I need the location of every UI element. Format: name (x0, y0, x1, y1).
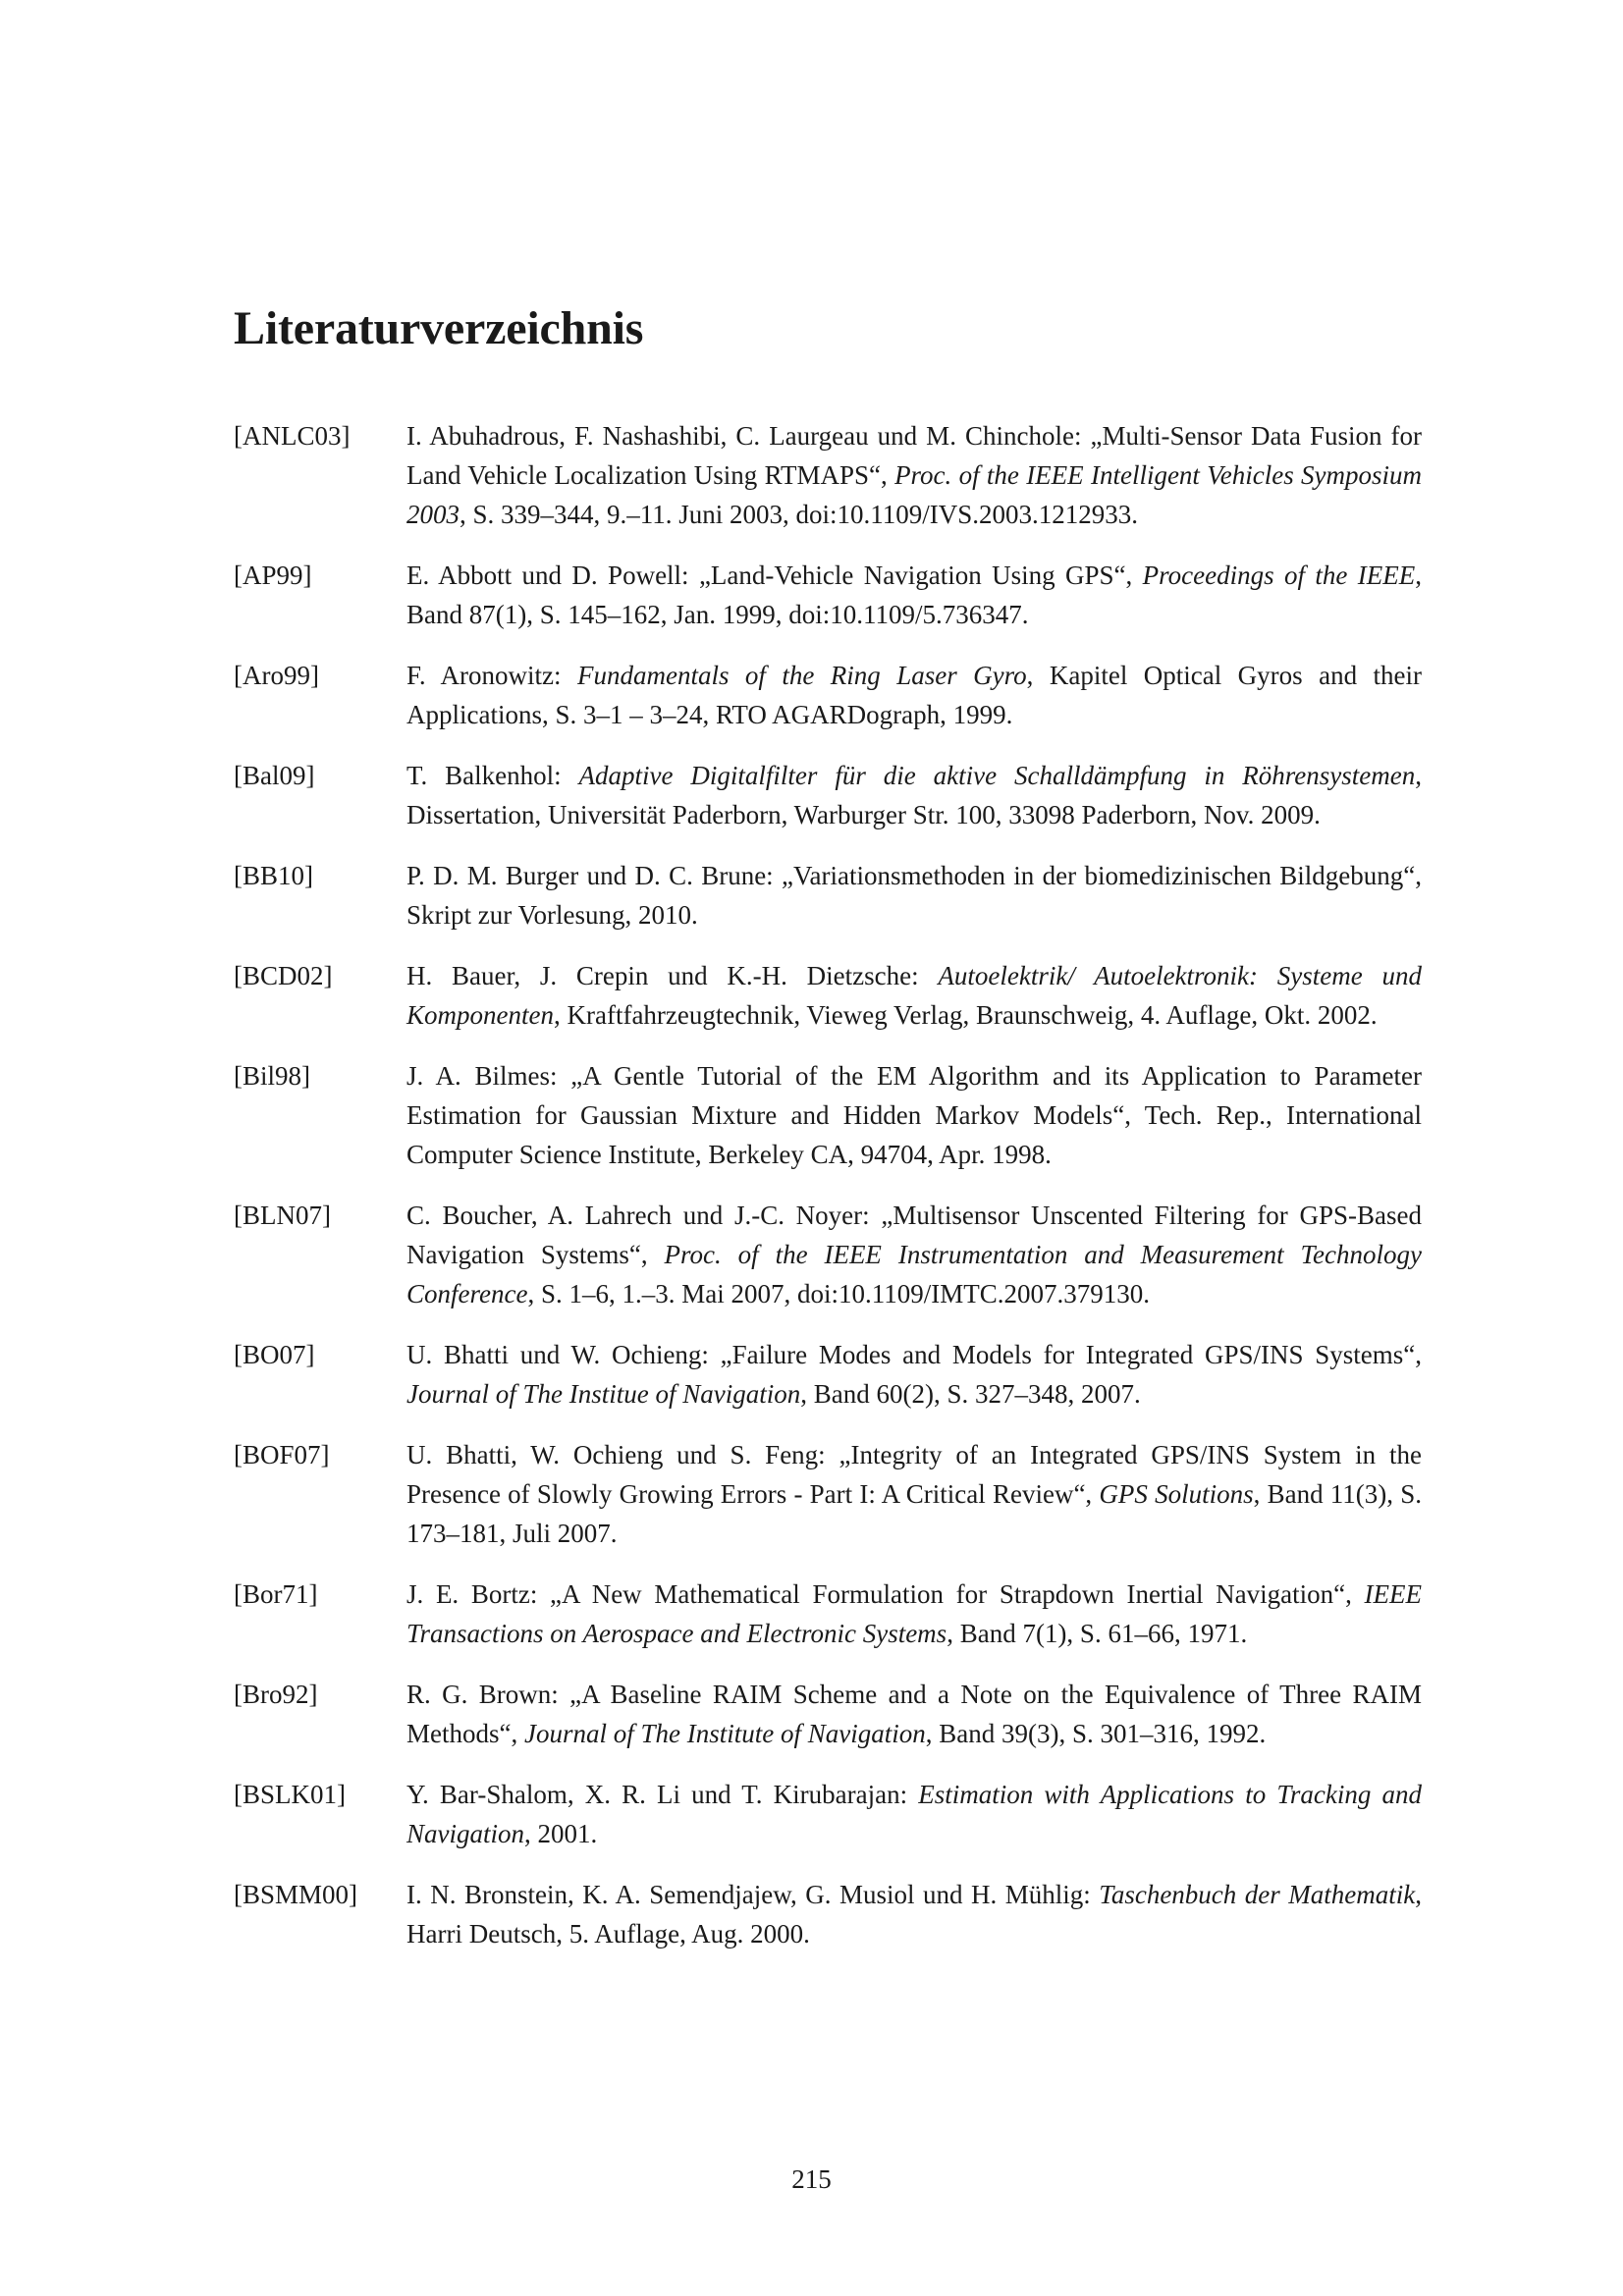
reference-text (406, 1435, 1422, 1553)
reference-key: [AP99] (234, 561, 312, 590)
reference-text-segment: I. N. Bronstein, K. A. Semendjajew, G. Musiol und H. Mühlig: (406, 1880, 1100, 1909)
reference-text (406, 556, 1422, 634)
reference-text (406, 1056, 1422, 1174)
reference-title-italic: GPS Solutions (1099, 1479, 1254, 1509)
reference-text-segment: E. Abbott und D. Powell: „Land-Vehicle Navigation Using GPS“, (406, 561, 1143, 590)
reference-key: [ANLC03] (234, 421, 351, 451)
reference-text-segment: , Band 87(1), S. 145–162, Jan. 1999, doi:10.1109/5.736347. (406, 561, 1422, 629)
reference-key: [Bro92] (234, 1680, 318, 1709)
reference-text-segment: U. Bhatti, W. Ochieng und S. Feng: „Integrity of an Integrated GPS/INS System in the Presence of Slowly Growing Errors - Part I: A Critical Review“, (406, 1440, 1422, 1509)
reference-text (406, 956, 1422, 1035)
reference-title-italic: Proc. of the IEEE Intelligent Vehicles Symposium 2003 (406, 460, 1422, 529)
reference-text (406, 856, 1422, 934)
reference-title-italic: Taschenbuch der Mathematik (1099, 1880, 1416, 1909)
reference-key: [Bor71] (234, 1579, 318, 1609)
reference-text-segment: , Band 39(3), S. 301–316, 1992. (925, 1719, 1267, 1748)
reference-entry (234, 1335, 1422, 1414)
reference-key: [BB10] (234, 861, 313, 890)
reference-text (406, 1675, 1422, 1753)
reference-entry (234, 1435, 1422, 1553)
reference-text (406, 1775, 1422, 1853)
reference-text (406, 1875, 1422, 1953)
reference-entry (234, 956, 1422, 1035)
reference-entry (234, 1675, 1422, 1753)
reference-text (406, 756, 1422, 834)
reference-key: [BSMM00] (234, 1880, 358, 1909)
reference-key: [BSLK01] (234, 1780, 346, 1809)
page-number: 215 (791, 2164, 832, 2194)
reference-text-segment: C. Boucher, A. Lahrech und J.-C. Noyer: „Multisensor Unscented Filtering for GPS-Based Navigation Systems“, (406, 1201, 1422, 1269)
reference-entry (234, 556, 1422, 634)
reference-text-segment: T. Balkenhol: (406, 761, 579, 790)
reference-text-segment: H. Bauer, J. Crepin und K.-H. Dietzsche: (406, 961, 939, 990)
reference-entry (234, 1196, 1422, 1313)
reference-text-segment: , Band 11(3), S. 173–181, Juli 2007. (406, 1479, 1422, 1548)
reference-title-italic: Proc. of the IEEE Instrumentation and Measurement Technology Conference (406, 1240, 1422, 1308)
reference-text-segment: , Kapitel Optical Gyros and their Applications, S. 3–1 – 3–24, RTO AGARDograph, 1999. (406, 661, 1423, 729)
reference-text-segment: , Band 60(2), S. 327–348, 2007. (800, 1379, 1141, 1409)
reference-entry (234, 756, 1422, 834)
reference-text (406, 1335, 1422, 1414)
reference-entry (234, 1775, 1422, 1853)
reference-text (406, 1196, 1422, 1313)
reference-text-segment: P. D. M. Burger und D. C. Brune: „Variationsmethoden in der biomedizinischen Bildgebung“, Skript zur Vorlesung, 2010. (406, 861, 1422, 930)
reference-text-segment: , Band 7(1), S. 61–66, 1971. (947, 1619, 1248, 1648)
reference-key: [Aro99] (234, 661, 319, 690)
reference-text-segment: J. E. Bortz: „A New Mathematical Formulation for Strapdown Inertial Navigation“, (406, 1579, 1365, 1609)
reference-title-italic: Proceedings of the IEEE (1142, 561, 1416, 590)
reference-key: [BOF07] (234, 1440, 330, 1469)
reference-key: [BLN07] (234, 1201, 331, 1230)
reference-text-segment: , Harri Deutsch, 5. Auflage, Aug. 2000. (406, 1880, 1423, 1949)
reference-entry (234, 856, 1422, 934)
reference-key: [Bil98] (234, 1061, 310, 1091)
reference-entry (234, 416, 1422, 534)
reference-title-italic: Journal of The Institue of Navigation (406, 1379, 801, 1409)
reference-text (406, 416, 1422, 534)
reference-title-italic: Adaptive Digitalfilter für die aktive Schalldämpfung in Röhrensystemen (578, 761, 1416, 790)
reference-title-italic: Fundamentals of the Ring Laser Gyro (576, 661, 1027, 690)
reference-title-italic: Journal of The Institute of Navigation (523, 1719, 926, 1748)
reference-title-italic: IEEE Transactions on Aerospace and Electronic Systems (406, 1579, 1422, 1648)
reference-text-segment: , Dissertation, Universität Paderborn, Warburger Str. 100, 33098 Paderborn, Nov. 2009. (406, 761, 1422, 829)
reference-text-segment: , S. 1–6, 1.–3. Mai 2007, doi:10.1109/IMTC.2007.379130. (527, 1279, 1150, 1308)
reference-title-italic: Autoelektrik/ Autoelektronik: Systeme und Komponenten (406, 961, 1422, 1030)
reference-text-segment: U. Bhatti und W. Ochieng: „Failure Modes and Models for Integrated GPS/INS Systems“, (406, 1340, 1422, 1369)
reference-entry (234, 1575, 1422, 1653)
reference-entry (234, 1056, 1422, 1174)
reference-key: [BO07] (234, 1340, 315, 1369)
reference-text-segment: , Kraftfahrzeugtechnik, Vieweg Verlag, Braunschweig, 4. Auflage, Okt. 2002. (553, 1000, 1378, 1030)
page-title: Literaturverzeichnis (234, 302, 644, 354)
reference-text-segment: R. G. Brown: „A Baseline RAIM Scheme and a Note on the Equivalence of Three RAIM Methods“, (406, 1680, 1422, 1748)
reference-entry (234, 1875, 1422, 1953)
reference-text-segment: F. Aronowitz: (406, 661, 577, 690)
reference-text-segment: J. A. Bilmes: „A Gentle Tutorial of the EM Algorithm and its Application to Parameter Estimation for Gaussian Mixture and Hidden Markov Models“, Tech. Rep., International Computer Science Institute, Berkeley CA, 94704, Apr. 1998. (406, 1061, 1422, 1169)
reference-text-segment: , S. 339–344, 9.–11. Juni 2003, doi:10.1109/IVS.2003.1212933. (460, 500, 1139, 529)
reference-key: [BCD02] (234, 961, 333, 990)
reference-entry (234, 656, 1422, 734)
reference-text-segment: Y. Bar-Shalom, X. R. Li und T. Kirubarajan: (406, 1780, 919, 1809)
reference-key: [Bal09] (234, 761, 315, 790)
reference-text (406, 656, 1422, 734)
reference-list (234, 416, 1422, 1975)
reference-text-segment: , 2001. (524, 1819, 598, 1848)
reference-text (406, 1575, 1422, 1653)
reference-title-italic: Estimation with Applications to Tracking and Navigation (406, 1780, 1422, 1848)
reference-text-segment: I. Abuhadrous, F. Nashashibi, C. Laurgeau und M. Chinchole: „Multi-Sensor Data Fusion for Land Vehicle Localization Using RTMAPS“, (406, 421, 1422, 490)
